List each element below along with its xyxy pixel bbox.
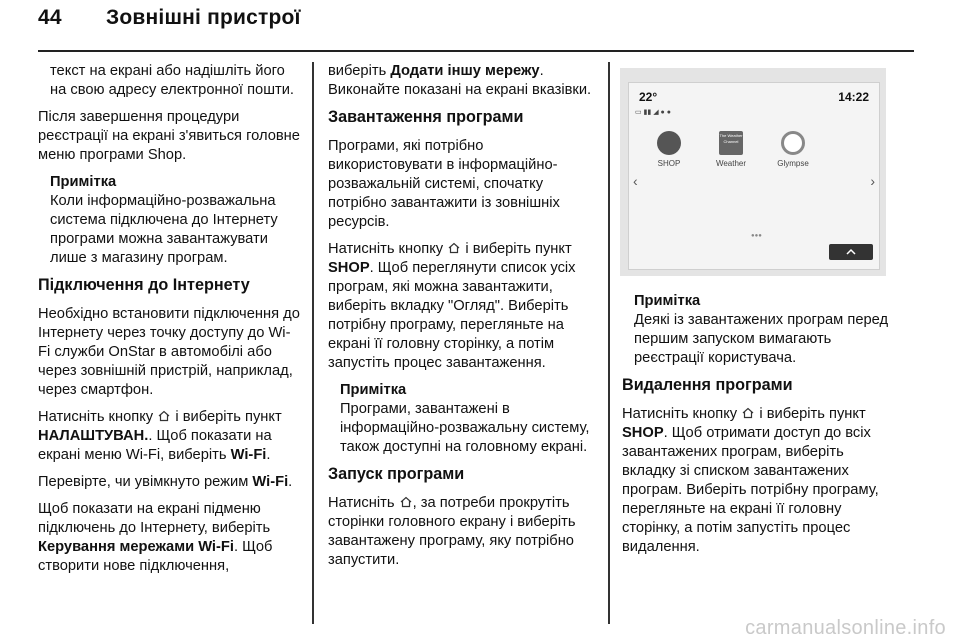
paragraph: Натисніть кнопку і виберіть пункт SHOP. Щоб переглянути список усіх програм, які можна завантажити, виберіть вкладку "Огляд". Виберіть потрібну програму, перегляньте на екрані її головну сторінку, а потім запустіть процес завантаження. (328, 241, 576, 371)
glympse-icon (781, 131, 805, 155)
paragraph: Щоб показати на екрані підменю підключень до Інтернету, виберіть Керування мережами Wi-Fi. Щоб створити нове підключення, (38, 501, 273, 574)
clock-readout: 14:22 (838, 90, 869, 104)
home-screen (628, 82, 880, 270)
paragraph: Натисніть , за потреби прокрутіть сторінки головного екрану і виберіть завантажену програму, яку потрібно запустити. (328, 495, 576, 568)
note-text: Програми, завантажені в інформаційно-розважальну систему, також доступні на головному екрані. (340, 401, 590, 455)
infotainment-screenshot (620, 68, 886, 276)
chevron-up-icon (829, 244, 873, 260)
app-tile-shop[interactable]: SHOP (639, 131, 699, 168)
section-heading: Запуск програми (328, 465, 465, 483)
paragraph: виберіть Додати іншу мережу. Виконайте показані на екрані вказівки. (328, 63, 592, 98)
home-icon (448, 242, 460, 254)
note-text: Деякі із завантажених програм перед першим запуском вимагають реєстрації користувача. (634, 312, 889, 366)
note-title: Примітка (634, 293, 701, 309)
app-tile-glympse[interactable]: Glympse (763, 131, 823, 168)
page-indicator: ●●● (751, 233, 762, 239)
page-title: Зовнішні пристрої (106, 6, 301, 29)
note-title: Примітка (340, 382, 407, 398)
home-icon (158, 410, 170, 422)
paragraph: Програми, які потрібно використовувати в інформаційно-розважальній системі, спочатку потрібно завантажити із зовнішніх ресурсів. (328, 138, 560, 230)
column-2 (328, 62, 596, 578)
paragraph: Необхідно встановити підключення до Інтернету через точку доступу до Wi-Fi служби OnStar в автомобілі або через зовнішній пристрій, наприклад, через смартфон. (38, 306, 300, 398)
shop-icon (657, 131, 681, 155)
section-heading: Завантаження програми (328, 108, 524, 126)
chevron-left-icon[interactable]: ‹ (633, 173, 638, 189)
header-rule (38, 50, 914, 52)
column-divider-1 (312, 62, 314, 624)
paragraph: Після завершення процедури реєстрації на екрані з'явиться головне меню програми Shop. (38, 109, 300, 163)
note-box (38, 173, 300, 268)
chevron-right-icon[interactable]: › (870, 173, 875, 189)
status-icons: ▭ ▮▮ ◢ ● ● (635, 109, 671, 116)
home-icon (742, 407, 754, 419)
section-heading: Видалення програми (622, 376, 793, 394)
section-heading: Підключення до Інтернету (38, 276, 250, 294)
page-number: 44 (38, 6, 62, 29)
column-divider-2 (608, 62, 610, 624)
paragraph: Перевірте, чи увімкнуто режим Wi-Fi. (38, 474, 293, 490)
note-box (622, 292, 890, 368)
note-title: Примітка (50, 174, 117, 190)
column-3 (622, 292, 890, 565)
paragraph: Натисніть кнопку і виберіть пункт SHOP. Щоб отримати доступ до всіх завантажених програм, виберіть вкладку зі списком завантажених програм. Виберіть потрібну програму, перегляньте на екрані її головну сторінку, а потім запустіть процес видалення. (622, 406, 879, 555)
weather-icon: The Weather Channel (719, 131, 743, 155)
watermark: carmanualsonline.info (745, 617, 946, 639)
page-header (38, 6, 301, 30)
app-tile-weather[interactable]: The Weather Channel Weather (715, 133, 747, 168)
note-box (328, 381, 596, 457)
column-1 (38, 62, 300, 584)
temperature-readout: 22° (639, 90, 658, 104)
note-text: Коли інформаційно-розважальна система підключена до Інтернету програми можна завантажувати лише з магазину програм. (50, 193, 278, 266)
paragraph: Натисніть кнопку і виберіть пункт НАЛАШТУВАН.. Щоб показати на екрані меню Wi-Fi, виберіть Wi-Fi. (38, 409, 282, 463)
home-icon (400, 496, 412, 508)
expand-button[interactable] (829, 244, 873, 260)
paragraph: текст на екрані або надішліть його на свою адресу електронної пошти. (50, 63, 294, 98)
